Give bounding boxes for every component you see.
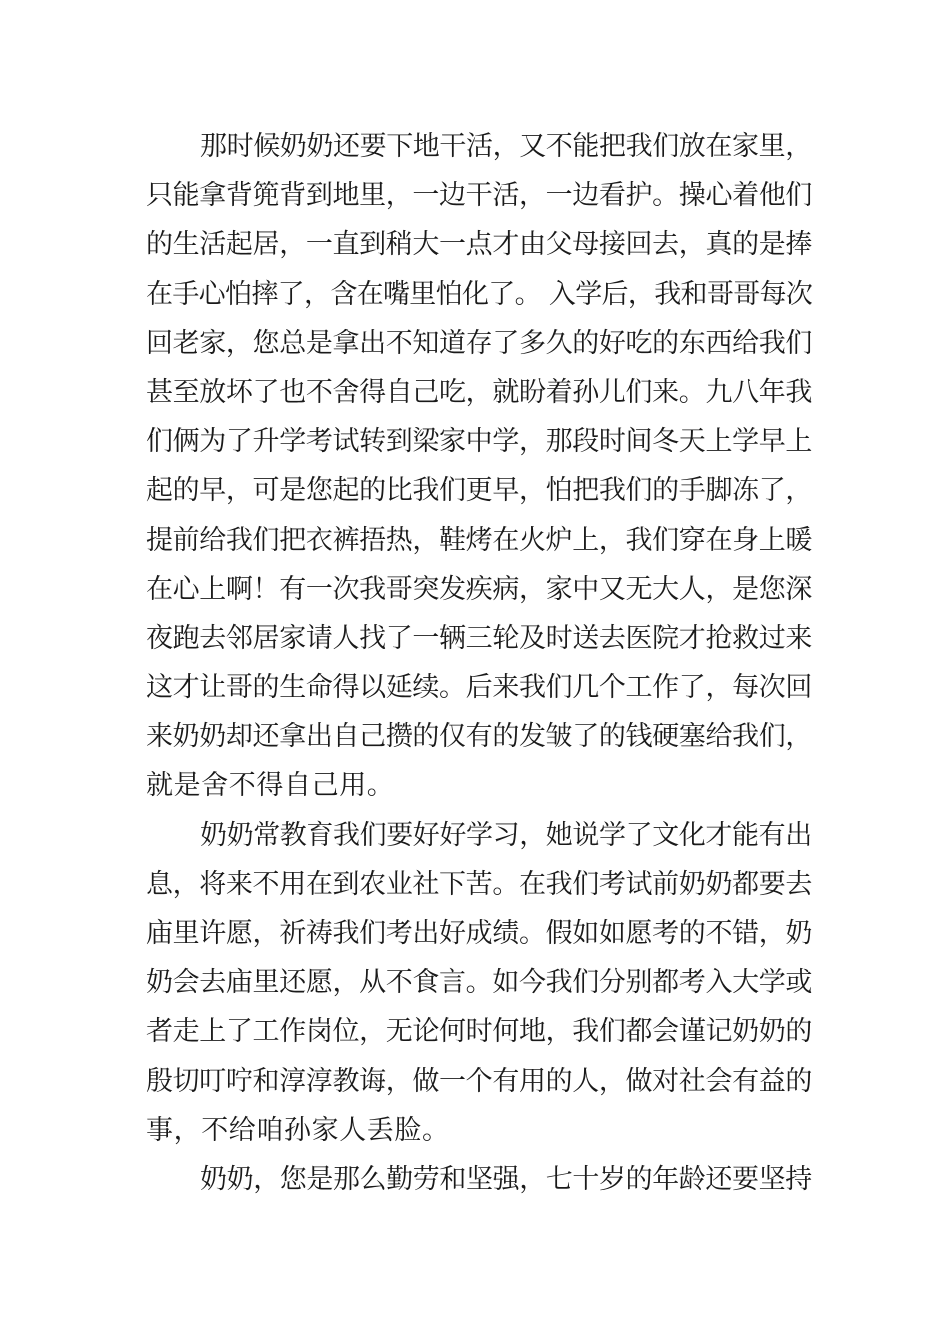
text-line: 在手心怕摔了，含在嘴里怕化了。 入学后，我和哥哥每次 (146, 278, 813, 310)
paragraph-3 (146, 1155, 810, 1204)
paragraph-1 (146, 122, 813, 811)
text-line: 夜跑去邻居家请人找了一辆三轮及时送去医院才抢救过来 (146, 622, 812, 654)
text-line: 这才让哥的生命得以延续。后来我们几个工作了，每次回 (146, 672, 812, 704)
text-line: 们俩为了升学考试转到梁家中学，那段时间冬天上学早上 (146, 426, 812, 458)
text-line: 奶奶，您是那么勤劳和坚强，七十岁的年龄还要坚持 (200, 1163, 812, 1195)
text-line: 庙里许愿，祈祷我们考出好成绩。假如如愿考的不错，奶 (146, 918, 812, 949)
text-line: 事，不给咱孙家人丢脸。 (146, 1114, 450, 1146)
text-line: 甚至放坏了也不舍得自己吃，就盼着孙儿们来。九八年我 (146, 376, 812, 408)
text-line: 只能拿背篼背到地里，一边干活，一边看护。操心着他们 (146, 180, 812, 212)
document-body (146, 122, 813, 1204)
text-line: 奶会去庙里还愿，从不食言。如今我们分别都考入大学或 (146, 967, 812, 999)
text-line: 那时候奶奶还要下地干活，又不能把我们放在家里， (200, 131, 812, 162)
text-line: 起的早，可是您起的比我们更早，怕把我们的手脚冻了， (146, 475, 812, 507)
text-line: 殷切叮咛和淳淳教诲，做一个有用的人，做对社会有益的 (146, 1065, 812, 1097)
text-line: 息，将来不用在到农业社下苦。在我们考试前奶奶都要去 (146, 868, 812, 900)
text-line: 来奶奶却还拿出自己攒的仅有的发皱了的钱硬塞给我们， (146, 721, 812, 753)
text-line: 在心上啊！有一次我哥突发疾病，家中又无大人，是您深 (146, 573, 812, 605)
text-line: 的生活起居，一直到稍大一点才由父母接回去，真的是捧 (146, 229, 812, 261)
text-line: 提前给我们把衣裤捂热，鞋烤在火炉上，我们穿在身上暖 (146, 524, 812, 556)
text-line: 回老家，您总是拿出不知道存了多久的好吃的东西给我们 (146, 327, 812, 359)
text-line: 奶奶常教育我们要好好学习，她说学了文化才能有出 (200, 819, 812, 851)
text-line: 者走上了工作岗位，无论何时何地，我们都会谨记奶奶的 (146, 1016, 812, 1048)
paragraph-2 (146, 811, 810, 1155)
text-line: 就是舍不得自己用。 (146, 770, 395, 802)
